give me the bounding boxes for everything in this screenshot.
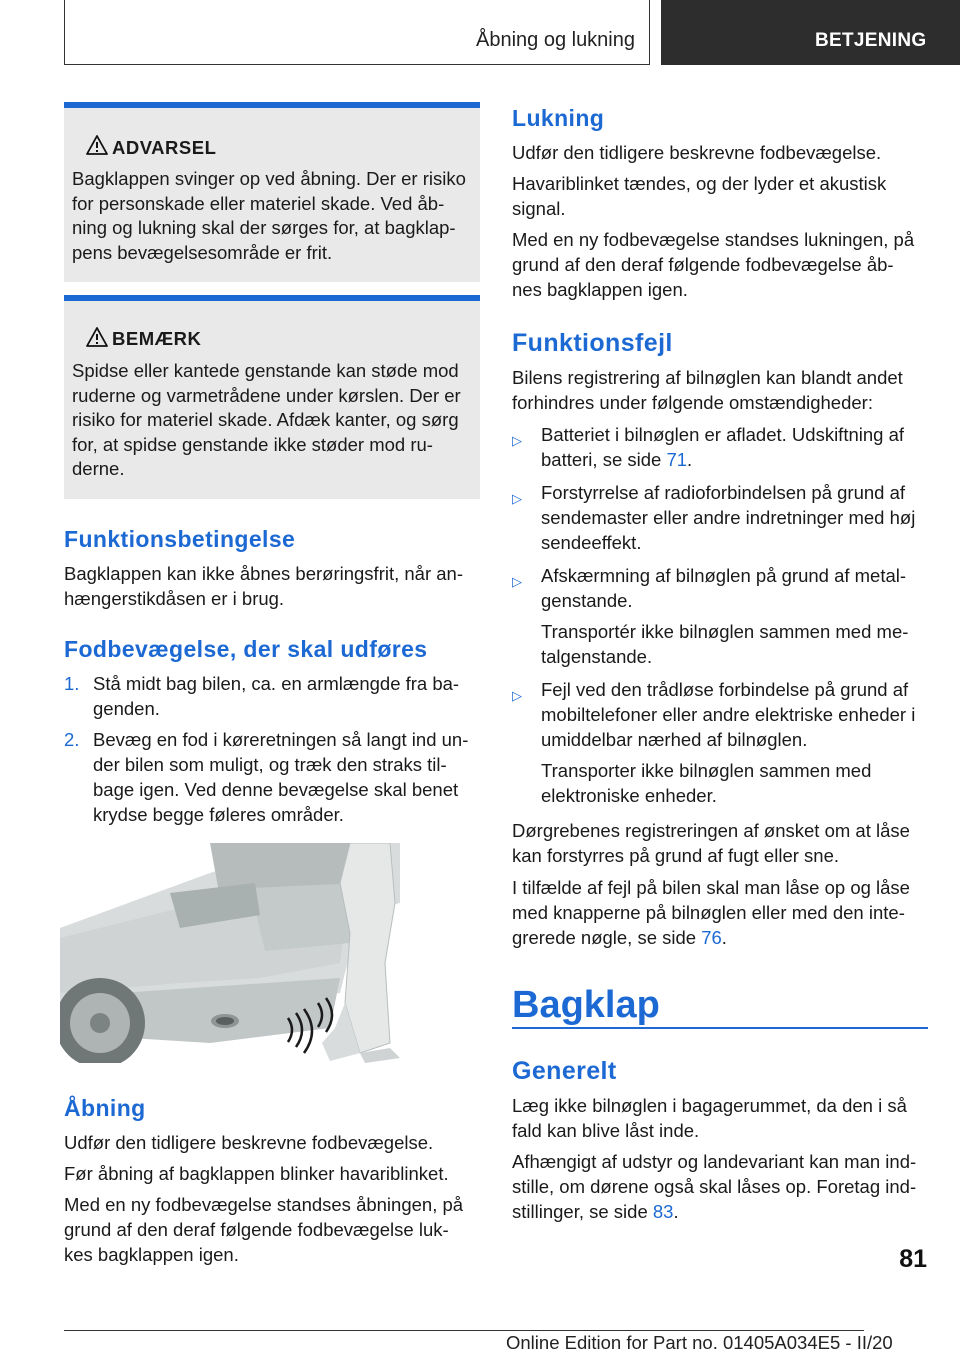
aabning-heading: Åbning	[64, 1095, 146, 1121]
page-number: 81	[899, 1245, 927, 1273]
step-1-number: 1.	[64, 673, 80, 694]
door-handle-text: Dørgrebenes registreringen af ønsket om at låse kan forstyrres på grund af fugt eller sne.	[512, 820, 910, 866]
fault-bullet-wireless: ▷ Fejl ved den trådløse forbindelse på grund af mobiltelefoner eller andre elektriske enheder i umiddelbar nærhed af bilnøglen. Transporter ikke bilnøglen sammen med elektroniske enheder.	[512, 679, 916, 806]
header-section-tab	[64, 0, 650, 65]
funktionsbetingelse-heading: Funktionsbetingelse	[64, 526, 296, 552]
fodbevaegelse-heading: Fodbevægelse, der skal udføres	[64, 636, 428, 662]
bullet-marker-icon: ▷	[512, 491, 522, 506]
fault-bullet-shielding: ▷ Afskærmning af bilnøglen på grund af metal- genstande. Transportér ikke bilnøglen sammen med me- talgenstande.	[512, 565, 909, 667]
generelt-heading: Generelt	[512, 1057, 617, 1085]
warning-text: Bagklappen svinger op ved åbning. Der er risiko for personskade eller materiel skade. Ved åb- ning og lukning skal der sørges for, at bagklap- pens bevægelsesområde er frit.	[72, 168, 466, 263]
warning-box	[64, 102, 480, 282]
page-link-71[interactable]: 71	[666, 449, 688, 470]
step-2-number: 2.	[64, 729, 80, 750]
lukning-heading: Lukning	[512, 105, 605, 131]
aabning-text: Udfør den tidligere beskrevne fodbevægelse. Før åbning af bagklappen blinker havariblinket. Med en ny fodbevægelse standses åbningen, på grund af den deraf følgende fodbevægelse luk- kes bagklappen igen.	[64, 1132, 464, 1265]
footer-edition: Online Edition for Part no. 01405A034E5 - II/20	[506, 1332, 893, 1353]
bagklap-divider	[512, 1027, 928, 1029]
notice-title: BEMÆRK	[112, 328, 202, 349]
foot-gesture-illustration	[60, 843, 400, 1063]
funktionsfejl-intro: Bilens registrering af bilnøglen kan blandt andet forhindres under følgende omstændigheder:	[512, 367, 903, 413]
fault-action-text: I tilfælde af fejl på bilen skal man låse op og låse med knapperne på bilnøglen eller med den inte- grerede nøgle, se side 76.	[512, 877, 910, 948]
page-link-76[interactable]: 76	[701, 927, 722, 948]
header-section-title: Åbning og lukning	[475, 29, 635, 51]
fault-bullet-radio: ▷ Forstyrrelse af radioforbindelsen på grund af sendemaster eller andre indretninger med høj sendeeffekt.	[512, 482, 916, 553]
step-2: 2. Bevæg en fod i køreretningen så langt ind un- der bilen som muligt, og træk den straks til- bage igen. Ved denne bevægelse skal benet krydse begge føleres områder.	[64, 729, 469, 825]
warning-triangle-icon	[86, 135, 108, 155]
step-1: 1. Stå midt bag bilen, ca. en armlængde fra ba- genden.	[64, 673, 460, 719]
bullet-marker-icon: ▷	[512, 574, 522, 589]
generelt-text: Læg ikke bilnøglen i bagagerummet, da den i så fald kan blive låst inde. Afhængigt af udstyr og landevariant kan man ind- stille, om dørene også skal låses op. Foretag ind- stillinger, se side 83.	[512, 1095, 917, 1222]
header-chapter-tab	[661, 0, 960, 65]
lukning-text: Udfør den tidligere beskrevne fodbevægelse. Havariblinket tændes, og der lyder et akustisk signal. Med en ny fodbevægelse standses lukningen, på grund af den deraf følgende fodbevægelse åb- nes bagklappen igen.	[512, 142, 915, 300]
car-rear-and-person-image	[60, 843, 400, 1063]
funktionsfejl-heading: Funktionsfejl	[512, 329, 673, 357]
header-chapter-title: BETJENING	[815, 30, 927, 51]
notice-box	[64, 295, 480, 499]
notice-text: Spidse eller kantede genstande kan støde mod ruderne og varmetrådene under kørslen. Der er risiko for materiel skade. Afdæk kanter, og sørg for, at spidse genstande ikke støder mod ru- derne.	[72, 360, 461, 479]
funktionsbetingelse-text: Bagklappen kan ikke åbnes berøringsfrit, når an- hængerstikdåsen er i brug.	[64, 563, 463, 609]
warning-title: ADVARSEL	[112, 137, 217, 158]
notice-triangle-icon	[86, 327, 108, 347]
fault-bullet-battery: ▷ Batteriet i bilnøglen er afladet. Udskiftning af batteri, se side 71.	[512, 424, 904, 470]
bullet-marker-icon: ▷	[512, 688, 522, 703]
bullet-marker-icon: ▷	[512, 433, 522, 448]
footer-divider	[64, 1330, 864, 1331]
bagklap-heading: Bagklap	[512, 984, 660, 1026]
page-link-83[interactable]: 83	[652, 1201, 674, 1222]
